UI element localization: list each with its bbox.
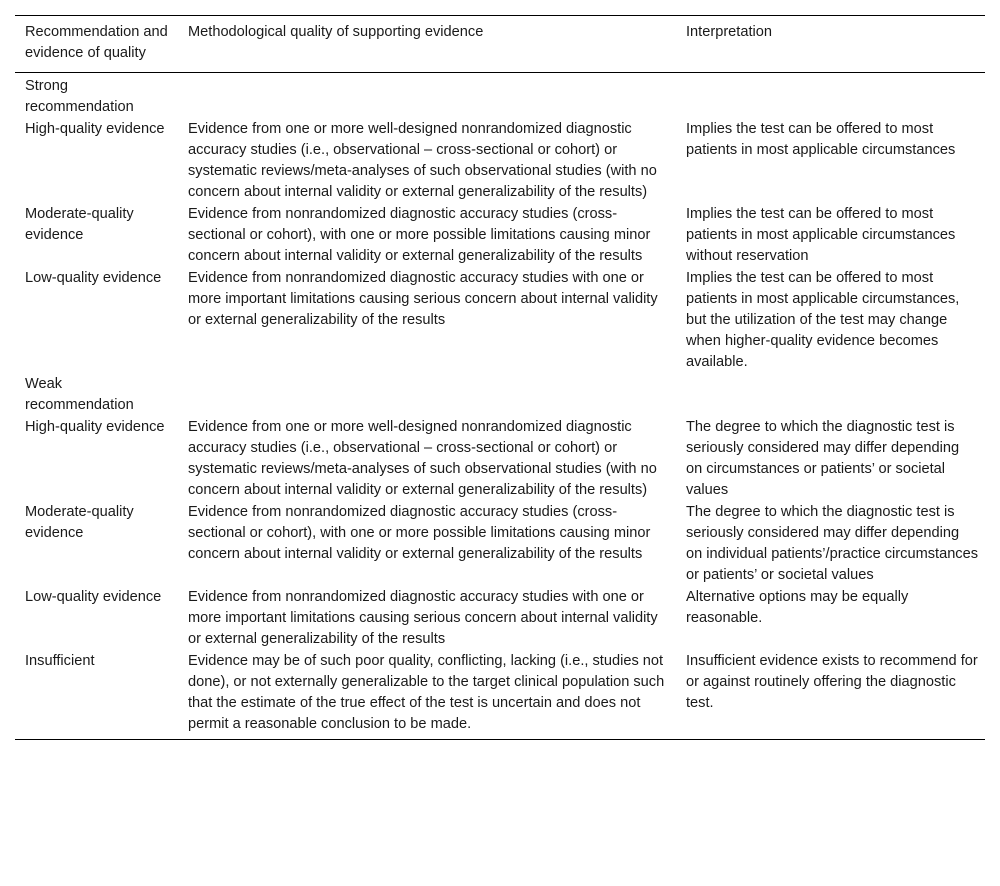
table-row	[15, 417, 985, 502]
table-row	[15, 268, 985, 374]
methodology-cell: Evidence from one or more well-designed nonrandomized diagnostic accuracy studies (i.e., observational – cross-sectional or cohort) or systematic reviews/meta-analyses of such observational studies (with no concern about internal validity or external generalizability of the results)	[188, 419, 657, 498]
header-recommendation: Recommendation and evidence of quality	[25, 24, 168, 61]
table-row	[15, 651, 985, 740]
interpretation-cell: Implies the test can be offered to most patients in most applicable circumstances without reservation	[686, 206, 956, 264]
interpretation-cell: Alternative options may be equally reasonable.	[686, 589, 909, 626]
evidence-level-cell: Moderate-quality evidence	[25, 206, 134, 243]
interpretation-cell: Implies the test can be offered to most patients in most applicable circumstances	[686, 121, 956, 158]
header-row	[15, 16, 985, 73]
group-row-weak	[15, 374, 985, 417]
evidence-level-cell: High-quality evidence	[25, 121, 165, 137]
methodology-cell: Evidence from nonrandomized diagnostic accuracy studies (cross-sectional or cohort), with one or more possible limitations causing minor concern about internal validity or external generalizability of the results	[188, 504, 651, 562]
evidence-level-cell: Low-quality evidence	[25, 270, 162, 286]
interpretation-cell: The degree to which the diagnostic test is seriously considered may differ depending on circumstances or patients’ or societal values	[686, 419, 960, 498]
header-interpretation: Interpretation	[686, 24, 772, 40]
interpretation-cell: Implies the test can be offered to most patients in most applicable circumstances, but the utilization of the test may change when higher-quality evidence becomes available.	[686, 270, 960, 370]
methodology-cell: Evidence from one or more well-designed nonrandomized diagnostic accuracy studies (i.e., observational – cross-sectional or cohort) or systematic reviews/meta-analyses of such observational studies (with no concern about internal validity or external generalizability of the results)	[188, 121, 657, 200]
interpretation-cell: Insufficient evidence exists to recommend for or against routinely offering the diagnostic test.	[686, 653, 978, 711]
interpretation-cell: The degree to which the diagnostic test is seriously considered may differ depending on individual patients’/practice circumstances or patients’ or societal values	[686, 504, 979, 583]
table-header	[15, 16, 985, 73]
table-row	[15, 204, 985, 268]
table-body	[15, 73, 985, 740]
methodology-cell: Evidence from nonrandomized diagnostic accuracy studies with one or more important limitations causing serious concern about internal validity or external generalizability of the results	[188, 270, 658, 328]
evidence-level-cell: Insufficient	[25, 653, 95, 669]
methodology-cell: Evidence from nonrandomized diagnostic accuracy studies (cross-sectional or cohort), with one or more possible limitations causing minor concern about internal validity or external generalizability of the results	[188, 206, 651, 264]
evidence-level-cell: Moderate-quality evidence	[25, 504, 134, 541]
evidence-level-cell: Low-quality evidence	[25, 589, 162, 605]
group-label: Strong recommendation	[25, 78, 134, 115]
group-label: Weak recommendation	[25, 376, 134, 413]
header-methodological-quality: Methodological quality of supporting evidence	[188, 24, 484, 40]
table-row	[15, 587, 985, 651]
table-row	[15, 119, 985, 204]
evidence-grading-table	[15, 15, 985, 740]
methodology-cell: Evidence may be of such poor quality, conflicting, lacking (i.e., studies not done), or not externally generalizable to the target clinical population such that the estimate of the true effect of the test is uncertain and does not permit a reasonable conclusion to be made.	[188, 653, 665, 732]
table-row	[15, 502, 985, 587]
methodology-cell: Evidence from nonrandomized diagnostic accuracy studies with one or more important limitations causing serious concern about internal validity or external generalizability of the results	[188, 589, 658, 647]
evidence-level-cell: High-quality evidence	[25, 419, 165, 435]
group-row-strong	[15, 73, 985, 120]
